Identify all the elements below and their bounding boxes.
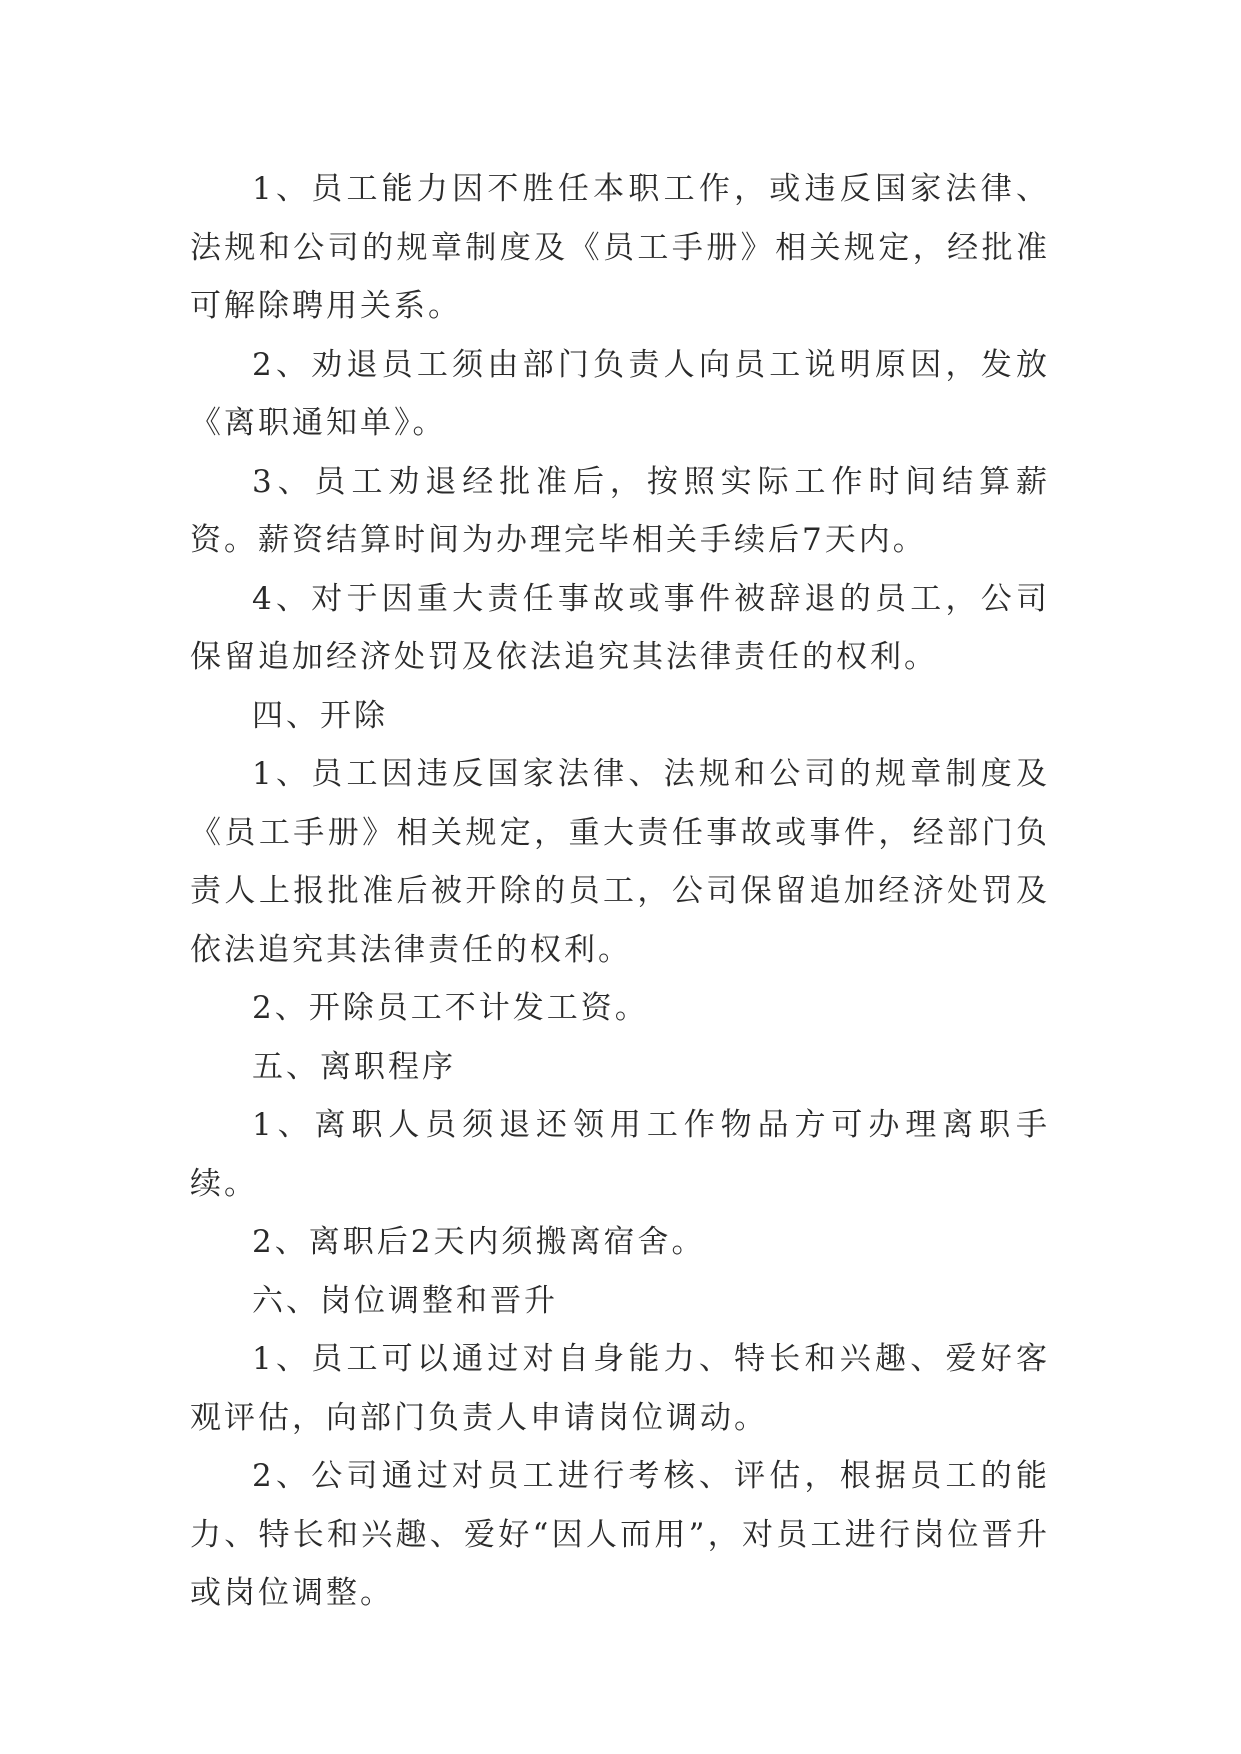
paragraph-expulsion-rule: 1、员工因违反国家法律、法规和公司的规章制度及《员工手册》相关规定，重大责任事故或事件，经部门负责人上报批准后被开除的员工，公司保留追加经济处罚及依法追究其法律责任的权利。 (190, 756, 1050, 968)
paragraph-dismissal-liability: 4、对于因重大责任事故或事件被辞退的员工，公司保留追加经济处罚及依法追究其法律责任的权利。 (190, 580, 1050, 675)
document-body (190, 160, 1050, 1623)
paragraph-expulsion-wages: 2、开除员工不计发工资。 (252, 990, 649, 1026)
paragraph-return-items: 1、离职人员须退还领用工作物品方可办理离职手续。 (190, 1107, 1050, 1202)
paragraph-dismissal-settlement: 3、员工劝退经批准后，按照实际工作时间结算薪资。薪资结算时间为办理完毕相关手续后7天内。 (190, 463, 1050, 558)
paragraph-promotion-assessment: 2、公司通过对员工进行考核、评估，根据员工的能力、特长和兴趣、爱好“因人而用”，对员工进行岗位晋升或岗位调整。 (190, 1458, 1050, 1611)
section-heading-resignation-procedure: 五、离职程序 (252, 1048, 456, 1085)
paragraph-dismissal-incompetence: 1、员工能力因不胜任本职工作，或违反国家法律、法规和公司的规章制度及《员工手册》相关规定，经批准可解除聘用关系。 (190, 171, 1050, 324)
section-heading-transfer-promotion: 六、岗位调整和晋升 (252, 1282, 558, 1319)
section-heading-expulsion: 四、开除 (252, 697, 388, 734)
paragraph-vacate-dorm: 2、离职后2天内须搬离宿舍。 (252, 1224, 706, 1260)
paragraph-dismissal-notice: 2、劝退员工须由部门负责人向员工说明原因，发放《离职通知单》。 (190, 346, 1050, 441)
paragraph-transfer-request: 1、员工可以通过对自身能力、特长和兴趣、爱好客观评估，向部门负责人申请岗位调动。 (190, 1341, 1050, 1436)
